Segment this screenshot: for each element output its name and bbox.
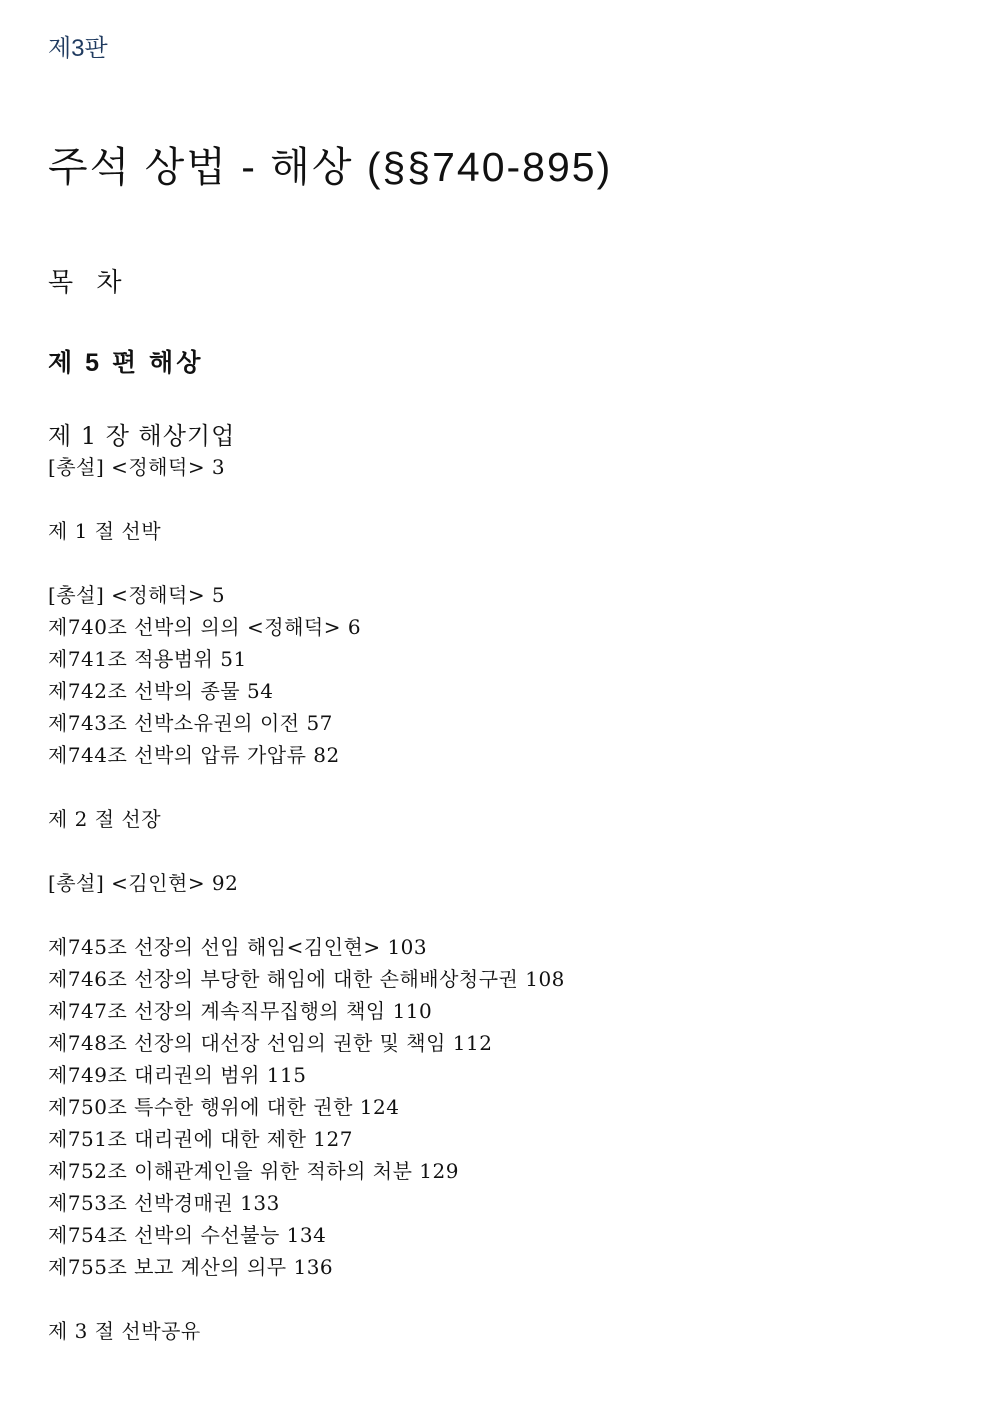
part-heading: 제 5 편 해상 bbox=[48, 349, 204, 377]
toc-entry-article: 제753조 선박경매권 133 bbox=[48, 1191, 280, 1215]
toc-entry-overview: [총설] <정해덕> 5 bbox=[48, 583, 226, 607]
toc-entry-article: 제746조 선장의 부당한 해임에 대한 손해배상청구권 108 bbox=[48, 967, 565, 991]
toc-entry-article: 제750조 특수한 행위에 대한 권한 124 bbox=[48, 1095, 400, 1119]
toc-heading: 목 차 bbox=[48, 267, 130, 297]
toc-entry-article: 제744조 선박의 압류 가압류 82 bbox=[48, 743, 340, 767]
toc-section-heading: 제 2 절 선장 bbox=[48, 807, 162, 831]
toc-entry-overview: [총설] <김인현> 92 bbox=[48, 871, 239, 895]
toc-entry-article: 제755조 보고 계산의 의무 136 bbox=[48, 1255, 334, 1279]
toc-section-heading: 제 3 절 선박공유 bbox=[48, 1319, 201, 1343]
toc-entry-article: 제743조 선박소유권의 이전 57 bbox=[48, 711, 333, 735]
toc-entry-article: 제754조 선박의 수선불능 134 bbox=[48, 1223, 327, 1247]
toc-entry-article: 제747조 선장의 계속직무집행의 책임 110 bbox=[48, 999, 433, 1023]
toc-entry-article: 제740조 선박의 의의 <정해덕> 6 bbox=[48, 615, 362, 639]
toc-entry-article: 제748조 선장의 대선장 선임의 권한 및 책임 112 bbox=[48, 1031, 493, 1055]
toc-entry-article: 제749조 대리권의 범위 115 bbox=[48, 1063, 307, 1087]
document-title: 주석 상법 - 해상 (§§740-895) bbox=[48, 144, 613, 190]
toc-entry-article: 제741조 적용범위 51 bbox=[48, 647, 247, 671]
toc-entry-overview: [총설] <정해덕> 3 bbox=[48, 455, 226, 479]
edition-label: 제3판 bbox=[48, 35, 108, 62]
toc-entry-article: 제752조 이해관계인을 위한 적하의 처분 129 bbox=[48, 1159, 459, 1183]
toc-entry-article: 제742조 선박의 종물 54 bbox=[48, 679, 274, 703]
toc-section-heading: 제 1 절 선박 bbox=[48, 519, 162, 543]
toc-entry-article: 제751조 대리권에 대한 제한 127 bbox=[48, 1127, 353, 1151]
chapter-heading: 제 1 장 해상기업 bbox=[48, 422, 236, 450]
toc-entry-article: 제745조 선장의 선임 해임<김인현> 103 bbox=[48, 935, 428, 959]
